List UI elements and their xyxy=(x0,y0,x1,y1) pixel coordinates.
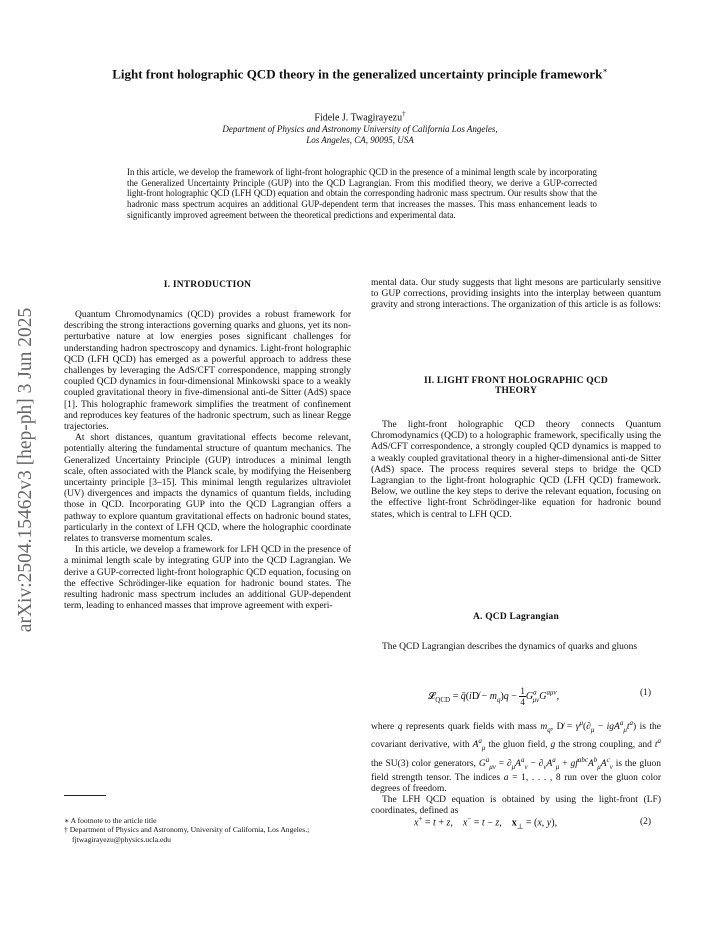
affiliation-line: Los Angeles, CA, 90095, USA xyxy=(306,135,414,145)
paragraph: The LFH QCD equation is obtained by using the light-front (LF) coordinates, defined as xyxy=(371,795,661,817)
arxiv-sidebar xyxy=(4,250,48,690)
section-heading-lfhqcd xyxy=(371,376,661,396)
text-span: represents quark fields with mass xyxy=(405,722,537,733)
title-text: Light front holographic QCD theory in the generalized uncertainty principle framework xyxy=(112,66,603,82)
paper-title xyxy=(60,62,660,82)
equation-qcd-lagrangian: 𝓛$_{QCD}$ = q̄(iD̸ − $m_q)q$ − $\frac{1}{4}$ $G^a_{\mu\nu}G^{a\mu\nu}$, xyxy=(428,686,560,707)
footnote: † Department of Physics and Astronomy, University of California, Los Angeles.; fjtwagirayezu@physics.ucla.edu xyxy=(64,825,310,844)
paragraph: At short distances, quantum gravitational effects become relevant, potentially altering the fundamental structure of quantum mechanics. The Generalized Uncertainty Principle (GUP) introduces a minimal length scale, often associated with the Planck scale, by modifying the Heisenberg uncertainty principle [3–15]. This minimal length regularizes ultraviolet (UV) divergences and impacts the dynamics of quantum fields, including those in QCD. Incorporating GUP into the QCD Lagrangian offers a pathway to explore quantum gravitational effects on hadronic bound states, particularly in the context of LFH QCD, where the holographic coordinate relates to transverse momentum scales. xyxy=(64,433,351,545)
equation-number: (2) xyxy=(640,817,652,827)
abstract: In this article, we develop the framework of light-front holographic QCD in the presence of a minimal length scale by incorporating the Generalized Uncertainty Principle (GUP) into the QCD Lagrangian. From this modified theory, we derive a GUP-corrected light-front holographic QCD (LFH QCD) equation and obtain the corresponding hadronic mass spectrum. Our results show that the hadronic mass spectrum acquires an additional GUP-dependent term that increases the masses. This mass enhancement leads to significantly improved agreement between the theoretical predictions and experimental data. xyxy=(127,167,597,220)
introduction-continuation xyxy=(371,278,661,312)
author-name: Fidele J. Twagirayezu xyxy=(314,112,403,124)
paragraph: Quantum Chromodynamics (QCD) provides a robust framework for describing the strong interactions governing quarks and gluons, yet its non-perturbative nature at low energies poses significant challenges for understanding hadron spectroscopy and dynamics. Light-front holographic QCD (LFH QCD) has emerged as a powerful approach to address these challenges by leveraging the AdS/CFT correspondence, mapping strongly coupled QCD dynamics in four-dimensional Minkowski space to a weakly coupled gravitational theory in five-dimensional anti-de Sitter (AdS) space [1]. This holographic framework simplifies the treatment of confinement and reproduces key features of the hadronic spectrum, such as linear Regge trajectories. xyxy=(64,310,351,433)
lagrangian-definitions xyxy=(371,718,661,818)
footnote: ∗ A footnote to the article title xyxy=(64,816,157,825)
affiliation-line: Department of Physics and Astronomy University of California Los Angeles, xyxy=(222,124,498,134)
title-footnote-marker: ∗ xyxy=(602,66,608,75)
text-span: is the covariant derivative, with xyxy=(371,722,662,751)
text-span: run over the gluon color degrees of freedom. xyxy=(371,772,662,794)
lagrangian-intro xyxy=(371,642,661,653)
author xyxy=(60,110,660,123)
text-span: is the gluon field strength tensor. The indices xyxy=(371,758,662,783)
footnotes xyxy=(64,816,351,844)
lfhqcd-body xyxy=(371,420,661,521)
paragraph: The light-front holographic QCD theory connects Quantum Chromodynamics (QCD) to a holographic framework, specifically using the AdS/CFT correspondence, a strongly coupled QCD dynamics is mapped to a weakly coupled gravitational theory in a higher-dimensional anti-de Sitter (AdS) space. The process requires several steps to bridge the QCD Lagrangian to the light-front holographic QCD (LFH QCD) framework. Below, we outline the key steps to derive the relevant equation, focusing on the effective light-front Schrödinger-like equation for hadronic bound states, which is central to LFH QCD. xyxy=(371,420,661,520)
equation-number: (1) xyxy=(640,688,652,698)
paragraph: The QCD Lagrangian describes the dynamics of quarks and gluons xyxy=(382,642,638,652)
text-span: where xyxy=(371,722,395,733)
section-heading-introduction: I. INTRODUCTION xyxy=(163,280,252,290)
text-span: the strong coupling, and xyxy=(558,740,652,751)
introduction-body xyxy=(64,310,351,612)
arxiv-identifier: arXiv:2504.15462v3 [hep-ph] 3 Jun 2025 xyxy=(15,307,36,633)
affiliation xyxy=(60,124,660,146)
author-footnote-marker: † xyxy=(402,110,406,118)
footnote-rule xyxy=(64,795,106,796)
heading-line: THEORY xyxy=(494,386,538,396)
equation-lf-coordinates: x+ = t + z, x− = t − z, $x_\perp = (x$, y), xyxy=(414,815,558,831)
heading-line: II. LIGHT FRONT HOLOGRAPHIC QCD xyxy=(423,376,608,386)
paragraph: mental data. Our study suggests that light mesons are particularly sensitive to GUP corrections, providing insights into the interplay between quantum gravity and strong interactions. The organization of this article is as follows: xyxy=(371,278,661,311)
paragraph: where q represents quark fields with mass $m_q$, D̸ = $\gamma^\mu(\partial_\mu - igA^a_\mu t^a)$ is the covariant derivative, with $A^a_\mu$ the gluon field, g the strong coupling, and $t^a$ the SU(3) color generators, $G^a_{\mu\nu} = \partial_\mu A^a_\nu - \partial_\nu A^a_\mu + gf^{abc}A^b_\mu A^c_\nu$ is the gluon field strength tensor. The indices a = 1, . . . , 8 run over the gluon color degrees of freedom. xyxy=(371,719,662,794)
subsection-heading-qcd-lagrangian: A. QCD Lagrangian xyxy=(472,612,559,622)
text-span: the SU(3) color generators, xyxy=(371,758,476,769)
paragraph: In this article, we develop a framework for LFH QCD in the presence of a minimal length scale by integrating GUP into the QCD Lagrangian. We derive a GUP-corrected light-front holographic QCD equation, focusing on the effective Schrödinger-like equation for hadronic bound states. The resulting hadronic mass spectrum includes an additional GUP-dependent term, leading to enhanced masses that improve agreement with experi- xyxy=(64,545,351,612)
text-span: the gluon field, xyxy=(488,740,548,751)
